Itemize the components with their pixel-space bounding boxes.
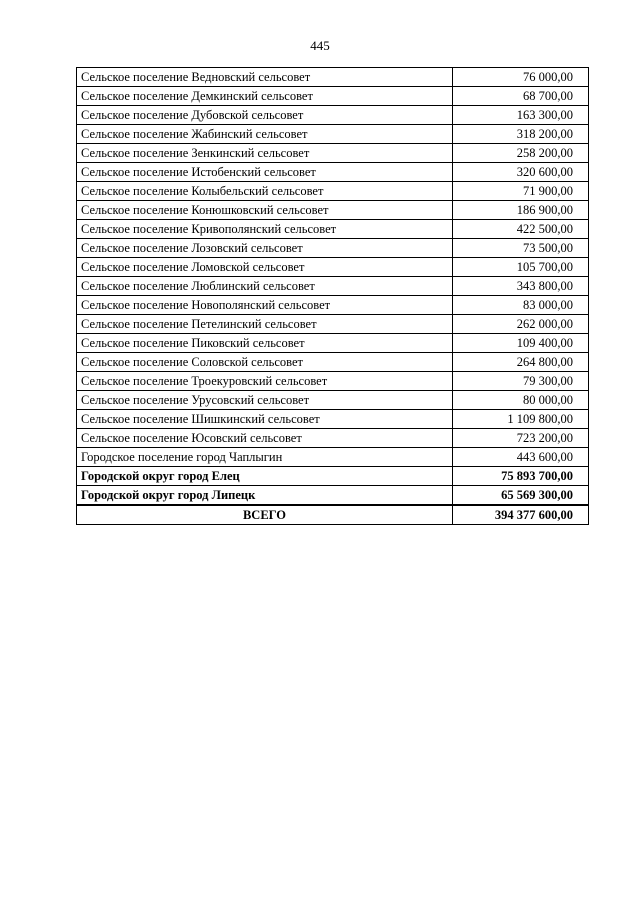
amount-cell: 71 900,00 bbox=[453, 182, 589, 201]
table-row bbox=[77, 277, 589, 296]
amount-cell: 1 109 800,00 bbox=[453, 410, 589, 429]
table-row bbox=[77, 144, 589, 163]
total-amount-cell: 394 377 600,00 bbox=[453, 505, 589, 525]
municipality-name-cell: Сельское поселение Юсовский сельсовет bbox=[77, 429, 453, 448]
table-row bbox=[77, 163, 589, 182]
table-row bbox=[77, 258, 589, 277]
total-row bbox=[77, 505, 589, 525]
amount-cell: 76 000,00 bbox=[453, 68, 589, 87]
table-row bbox=[77, 391, 589, 410]
municipality-name-cell: Сельское поселение Истобенский сельсовет bbox=[77, 163, 453, 182]
table-row bbox=[77, 334, 589, 353]
amount-cell: 422 500,00 bbox=[453, 220, 589, 239]
amount-cell: 443 600,00 bbox=[453, 448, 589, 467]
amount-cell: 264 800,00 bbox=[453, 353, 589, 372]
municipality-name-cell: Городской округ город Елец bbox=[77, 467, 453, 486]
total-label-cell: ВСЕГО bbox=[77, 505, 453, 525]
amount-cell: 723 200,00 bbox=[453, 429, 589, 448]
table-row bbox=[77, 486, 589, 506]
amount-cell: 262 000,00 bbox=[453, 315, 589, 334]
municipality-name-cell: Сельское поселение Ломовской сельсовет bbox=[77, 258, 453, 277]
municipality-name-cell: Сельское поселение Новополянский сельсовет bbox=[77, 296, 453, 315]
amount-cell: 105 700,00 bbox=[453, 258, 589, 277]
municipality-name-cell: Сельское поселение Лозовский сельсовет bbox=[77, 239, 453, 258]
table-row bbox=[77, 125, 589, 144]
municipality-name-cell: Сельское поселение Соловской сельсовет bbox=[77, 353, 453, 372]
municipality-name-cell: Сельское поселение Троекуровский сельсовет bbox=[77, 372, 453, 391]
municipality-name-cell: Городской округ город Липецк bbox=[77, 486, 453, 506]
amount-cell: 320 600,00 bbox=[453, 163, 589, 182]
table-row bbox=[77, 372, 589, 391]
table-row bbox=[77, 429, 589, 448]
amount-cell: 73 500,00 bbox=[453, 239, 589, 258]
municipality-name-cell: Сельское поселение Урусовский сельсовет bbox=[77, 391, 453, 410]
amount-cell: 68 700,00 bbox=[453, 87, 589, 106]
allocation-table bbox=[76, 67, 589, 525]
municipality-name-cell: Сельское поселение Кривополянский сельсовет bbox=[77, 220, 453, 239]
amount-cell: 258 200,00 bbox=[453, 144, 589, 163]
table-row bbox=[77, 106, 589, 125]
municipality-name-cell: Сельское поселение Колыбельский сельсовет bbox=[77, 182, 453, 201]
table-row bbox=[77, 315, 589, 334]
municipality-name-cell: Городское поселение город Чаплыгин bbox=[77, 448, 453, 467]
table-row bbox=[77, 353, 589, 372]
amount-cell: 79 300,00 bbox=[453, 372, 589, 391]
municipality-name-cell: Сельское поселение Дубовской сельсовет bbox=[77, 106, 453, 125]
table-row bbox=[77, 467, 589, 486]
amount-cell: 75 893 700,00 bbox=[453, 467, 589, 486]
amount-cell: 343 800,00 bbox=[453, 277, 589, 296]
municipality-name-cell: Сельское поселение Шишкинский сельсовет bbox=[77, 410, 453, 429]
table-row bbox=[77, 220, 589, 239]
table-row bbox=[77, 68, 589, 87]
amount-cell: 318 200,00 bbox=[453, 125, 589, 144]
municipality-name-cell: Сельское поселение Пиковский сельсовет bbox=[77, 334, 453, 353]
table-row bbox=[77, 448, 589, 467]
table-row bbox=[77, 296, 589, 315]
municipality-name-cell: Сельское поселение Конюшковский сельсовет bbox=[77, 201, 453, 220]
amount-cell: 109 400,00 bbox=[453, 334, 589, 353]
municipality-name-cell: Сельское поселение Демкинский сельсовет bbox=[77, 87, 453, 106]
page-number: 445 bbox=[310, 38, 330, 53]
table-row bbox=[77, 182, 589, 201]
table-body bbox=[77, 68, 589, 525]
municipality-name-cell: Сельское поселение Ведновский сельсовет bbox=[77, 68, 453, 87]
amount-cell: 80 000,00 bbox=[453, 391, 589, 410]
amount-cell: 65 569 300,00 bbox=[453, 486, 589, 506]
table-row bbox=[77, 201, 589, 220]
municipality-name-cell: Сельское поселение Люблинский сельсовет bbox=[77, 277, 453, 296]
municipality-name-cell: Сельское поселение Жабинский сельсовет bbox=[77, 125, 453, 144]
amount-cell: 186 900,00 bbox=[453, 201, 589, 220]
table-row bbox=[77, 239, 589, 258]
amount-cell: 163 300,00 bbox=[453, 106, 589, 125]
municipality-name-cell: Сельское поселение Петелинский сельсовет bbox=[77, 315, 453, 334]
municipality-name-cell: Сельское поселение Зенкинский сельсовет bbox=[77, 144, 453, 163]
allocation-table-grid bbox=[76, 67, 589, 525]
amount-cell: 83 000,00 bbox=[453, 296, 589, 315]
table-row bbox=[77, 87, 589, 106]
table-row bbox=[77, 410, 589, 429]
